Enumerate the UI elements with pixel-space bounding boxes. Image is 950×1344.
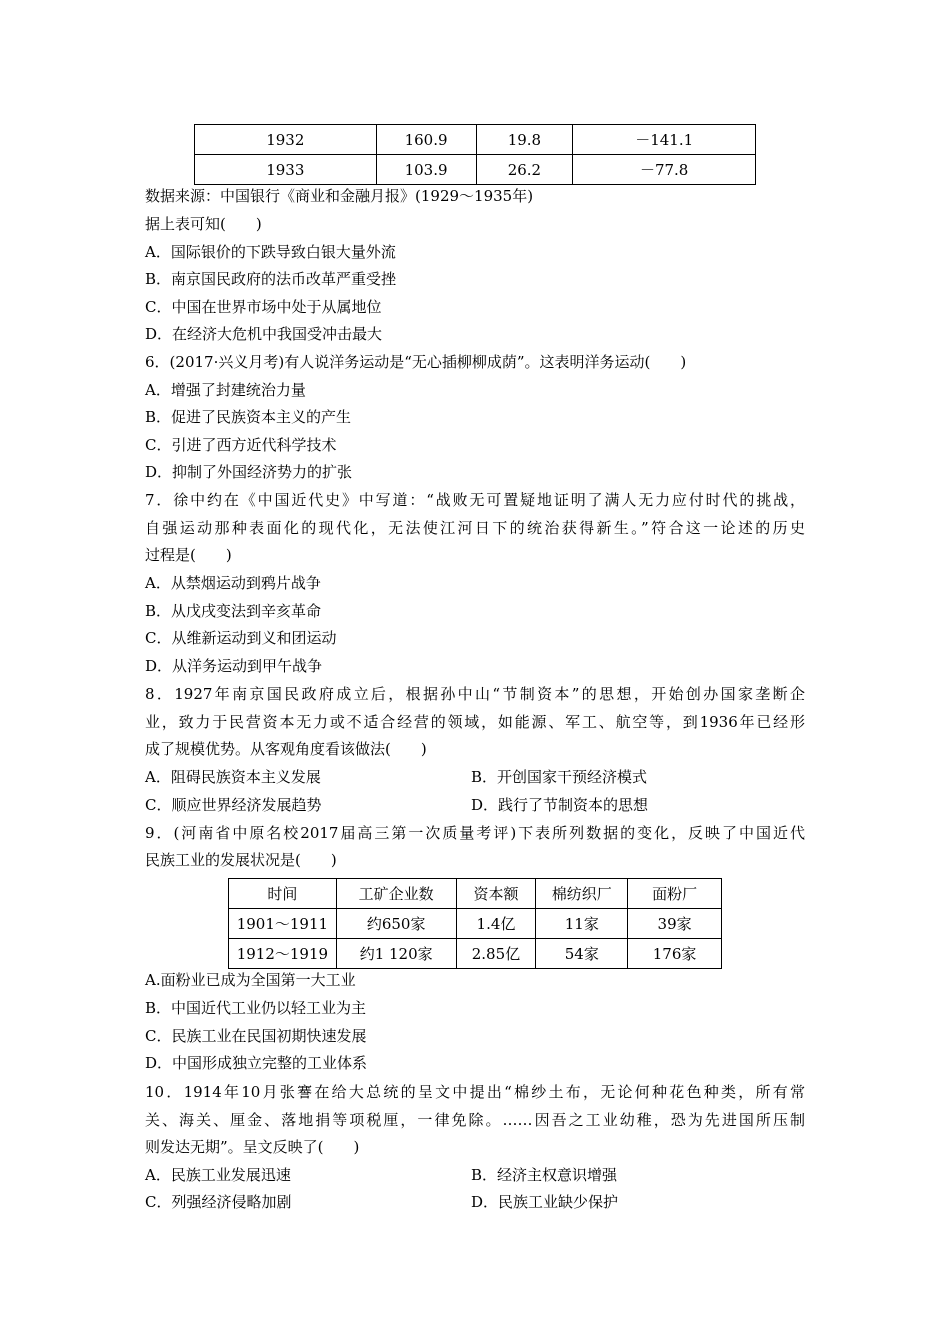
table-cell: 1901～1911 [229, 909, 337, 939]
question-5-option-c: C．中国在世界市场中处于从属地位 [145, 298, 382, 316]
question-8-stem-line-1: 8．1927年南京国民政府成立后，根据孙中山“节制资本”的思想，开始创办国家垄断企 [145, 685, 805, 703]
question-7-option-d: D．从洋务运动到甲午战争 [145, 657, 323, 675]
table-cell: 54家 [536, 939, 628, 969]
question-7-stem-line-3: 过程是( ) [145, 546, 232, 564]
question-7-stem-line-2: 自强运动那种表面化的现代化，无法使江河日下的统治获得新生。”符合这一论述的历史 [145, 519, 805, 537]
table-cell: 26.2 [476, 155, 573, 185]
table-cell: 1912～1919 [229, 939, 337, 969]
question-5-option-b: B．南京国民政府的法币改革严重受挫 [145, 270, 397, 288]
question-8-stem-line-3: 成了规模优势。从客观角度看该做法( ) [145, 740, 427, 758]
table-header-row [229, 879, 722, 909]
table-header: 工矿企业数 [336, 879, 456, 909]
table-header: 资本额 [456, 879, 536, 909]
table-cell: 约1 120家 [336, 939, 456, 969]
table-row [195, 155, 756, 185]
table-row [195, 125, 756, 155]
question-8-option-a: A．阻碍民族资本主义发展 [145, 768, 321, 786]
question-10-stem-line-3: 则发达无期”。呈文反映了( ) [145, 1138, 360, 1156]
table-cell: 2.85亿 [456, 939, 536, 969]
table-cell: －141.1 [573, 125, 756, 155]
question-9-option-b: B．中国近代工业仍以轻工业为主 [145, 999, 367, 1017]
table-cell: 39家 [628, 909, 722, 939]
table-cell: 1933 [195, 155, 377, 185]
silver-data-table [194, 124, 756, 185]
question-5-option-d: D．在经济大危机中我国受冲击最大 [145, 325, 383, 343]
table-cell: 160.9 [376, 125, 476, 155]
question-10-option-a: A．民族工业发展迅速 [145, 1166, 291, 1184]
question-8-option-b: B．开创国家干预经济模式 [471, 768, 648, 786]
table-row [229, 939, 722, 969]
question-10-stem-line-1: 10．1914年10月张謇在给大总统的呈文中提出“棉纱土布，无论何种花色种类，所有常 [145, 1083, 805, 1101]
question-5-option-a: A．国际银价的下跌导致白银大量外流 [145, 243, 396, 261]
question-10-option-b: B．经济主权意识增强 [471, 1166, 618, 1184]
question-7-option-b: B．从戊戌变法到辛亥革命 [145, 602, 322, 620]
question-8-option-d: D．践行了节制资本的思想 [471, 796, 649, 814]
question-10-option-d: D．民族工业缺少保护 [471, 1193, 619, 1211]
question-9-option-a: A.面粉业已成为全国第一大工业 [145, 971, 356, 989]
question-6-stem: 6．(2017·兴义月考)有人说洋务运动是“无心插柳柳成荫”。这表明洋务运动( ) [145, 353, 687, 371]
table-cell: 11家 [536, 909, 628, 939]
table-row [229, 909, 722, 939]
table-cell: 176家 [628, 939, 722, 969]
question-7-stem-line-1: 7．徐中约在《中国近代史》中写道：“战败无可置疑地证明了满人无力应付时代的挑战， [145, 491, 805, 509]
table-cell: 1932 [195, 125, 377, 155]
question-8-stem-line-2: 业，致力于民营资本无力或不适合经营的领域，如能源、军工、航空等，到1936年已经形 [145, 713, 805, 731]
question-6-option-d: D．抑制了外国经济势力的扩张 [145, 463, 353, 481]
table-cell: 19.8 [476, 125, 573, 155]
question-9-stem-line-2: 民族工业的发展状况是( ) [145, 851, 337, 869]
question-9-option-c: C．民族工业在民国初期快速发展 [145, 1027, 367, 1045]
question-6-option-a: A．增强了封建统治力量 [145, 381, 306, 399]
question-7-option-a: A．从禁烟运动到鸦片战争 [145, 574, 321, 592]
table-cell: 约650家 [336, 909, 456, 939]
question-5-stem: 据上表可知( ) [145, 215, 262, 233]
question-8-option-c: C．顺应世界经济发展趋势 [145, 796, 322, 814]
question-7-option-c: C．从维新运动到义和团运动 [145, 629, 337, 647]
industry-data-table [228, 878, 722, 969]
question-10-option-c: C．列强经济侵略加剧 [145, 1193, 292, 1211]
question-6-option-b: B．促进了民族资本主义的产生 [145, 408, 352, 426]
table-cell: 103.9 [376, 155, 476, 185]
source-note: 数据来源：中国银行《商业和金融月报》(1929～1935年) [145, 187, 534, 205]
question-6-option-c: C．引进了西方近代科学技术 [145, 436, 337, 454]
table-header: 棉纺织厂 [536, 879, 628, 909]
table-cell: 1.4亿 [456, 909, 536, 939]
table-cell: －77.8 [573, 155, 756, 185]
question-9-stem-line-1: 9．(河南省中原名校2017届高三第一次质量考评)下表所列数据的变化，反映了中国近代 [145, 824, 805, 842]
question-9-option-d: D．中国形成独立完整的工业体系 [145, 1054, 368, 1072]
table-header: 面粉厂 [628, 879, 722, 909]
question-10-stem-line-2: 关、海关、厘金、落地捐等项税厘，一律免除。……因吾之工业幼稚，恐为先进国所压制 [145, 1111, 805, 1129]
table-header: 时间 [229, 879, 337, 909]
